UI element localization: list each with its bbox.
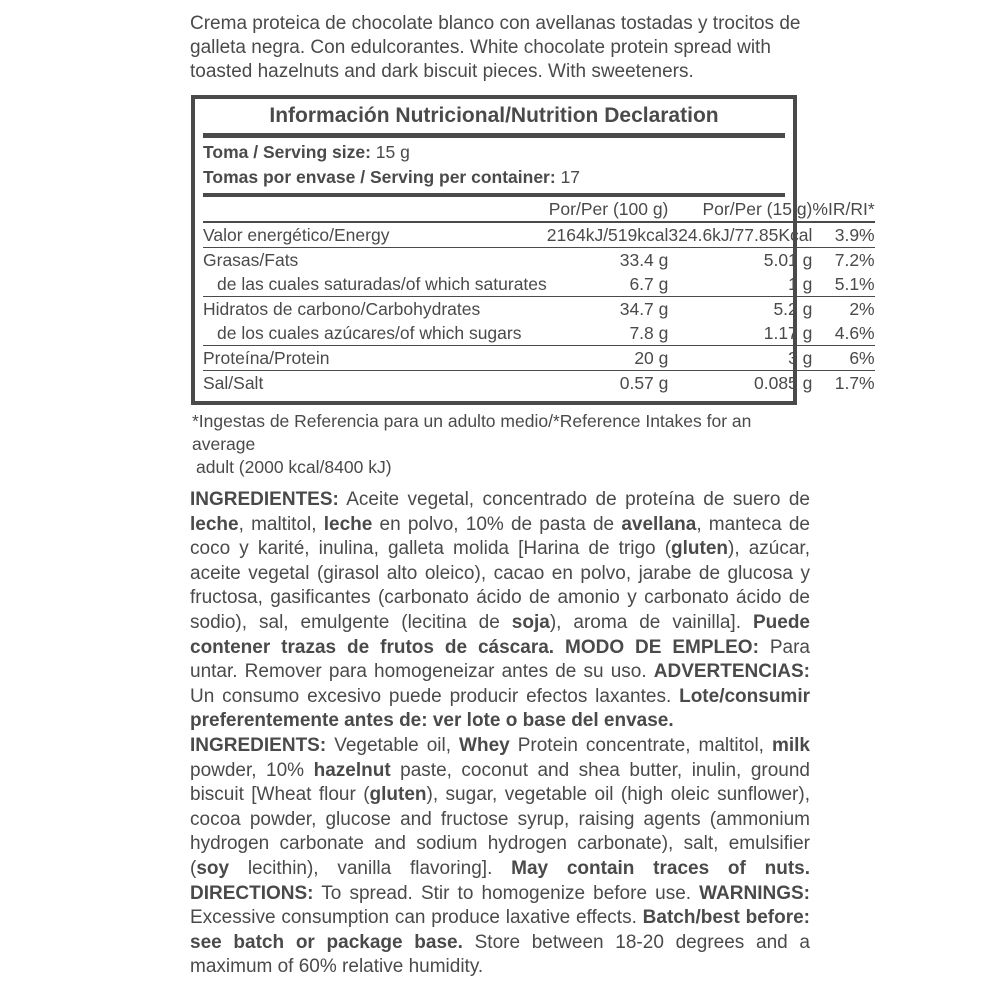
warnings-label: WARNINGS: xyxy=(699,882,810,904)
value-per-100g: 7.8 g xyxy=(629,323,669,343)
value-per-serving: 0.085 g xyxy=(668,371,812,396)
ingredients-english: INGREDIENTS: Vegetable oil, Whey Protein concentrate, maltitol, milk powder, 10% hazelnut paste, coconut and shea butter, inulin, ground biscuit [Wheat flour (gluten), sugar, vegetable oil (high oleic sunflower), cocoa powder, glucose and fructose syrup, raising agents (ammonium hydrogen carbonate and sodium hydrogen carbonate), salt, emulsifier (soy lecithin), vanilla flavoring]. May contain traces of nuts. DIRECTIONS: To spread. Stir to homogenize before use. WARNINGS: Excessive consumption can produce laxative effects. Batch/best before: see batch or package base. Store between 18-20 degrees and a maximum of 60% relative humidity. xyxy=(190,734,811,978)
allergen: soja xyxy=(511,611,550,633)
allergen: hazelnut xyxy=(313,759,391,781)
allergen: soy xyxy=(196,857,230,879)
nutrient-name: Grasas/Fats xyxy=(203,248,547,273)
footnote-line: *Ingestas de Referencia para un adulto medio/*Reference Intakes for an average xyxy=(192,411,752,454)
warnings-label: ADVERTENCIAS: xyxy=(653,661,810,683)
table-row xyxy=(203,297,875,322)
allergen: gluten xyxy=(671,538,729,560)
table-row xyxy=(203,272,875,297)
allergen: leche xyxy=(190,513,239,535)
value-ri: 2% xyxy=(812,297,874,322)
value-per-serving: 5.2 g xyxy=(668,297,812,322)
serving-size: Toma / Serving size: 15 g xyxy=(203,142,410,162)
nutrition-title: Información Nutricional/Nutrition Declaration xyxy=(203,103,785,138)
label-content xyxy=(190,12,875,980)
servings-per-container: Tomas por envase / Serving per container: 17 xyxy=(203,167,581,187)
nutrient-name: Hidratos de carbono/Carbohydrates xyxy=(203,297,547,322)
directions-label: DIRECTIONS: xyxy=(190,882,314,904)
nutrient-name: de los cuales azúcares/of which sugars xyxy=(217,323,522,343)
value-per-serving: 5.01 g xyxy=(668,248,812,273)
value-per-100g: 34.7 g xyxy=(547,297,669,322)
serving-info xyxy=(203,138,785,193)
storage-info: Store between 18-20 degrees and a maximum of 60% relative humidity. xyxy=(190,931,810,978)
nutrient-name: Sal/Salt xyxy=(203,371,547,396)
allergen: Whey xyxy=(459,734,510,756)
col-per-serving: Por/Per (15 g) xyxy=(668,197,812,222)
value-per-100g: 20 g xyxy=(547,346,669,371)
nutrient-name: Proteína/Protein xyxy=(203,346,547,371)
value-ri: 7.2% xyxy=(812,248,874,273)
column-headers xyxy=(203,197,875,222)
nutrient-name: Valor energético/Energy xyxy=(203,222,547,248)
reference-intakes-footnote xyxy=(190,410,810,479)
col-per-100g: Por/Per (100 g) xyxy=(547,197,669,222)
value-per-100g: 6.7 g xyxy=(629,274,669,294)
table-row xyxy=(203,222,875,248)
value-per-100g: 2164kJ/519kcal xyxy=(547,222,669,248)
value-ri: 4.6% xyxy=(834,323,875,343)
product-description: Crema proteica de chocolate blanco con avellanas tostadas y trocitos de galleta negra. Con edulcorantes. White chocolate protein spread with toasted hazelnuts and dark biscuit pieces. With sweeteners. xyxy=(190,13,801,82)
batch-info: Batch/best before: see batch or package base. xyxy=(190,907,810,953)
table-row xyxy=(203,346,875,371)
value-per-100g: 33.4 g xyxy=(547,248,669,273)
allergen: avellana xyxy=(621,513,697,535)
ingredients-label: INGREDIENTS: xyxy=(190,734,327,756)
value-per-serving: 1.17 g xyxy=(763,323,813,343)
value-per-100g: 0.57 g xyxy=(547,371,669,396)
table-row xyxy=(203,248,875,273)
traces-warning: Puede contener trazas de frutos de cáscara. xyxy=(190,611,810,658)
nutrient-name: de las cuales saturadas/of which saturates xyxy=(217,274,547,294)
col-ri: %IR/RI* xyxy=(812,197,874,222)
traces-warning: May contain traces of nuts. xyxy=(511,857,810,879)
value-ri: 3.9% xyxy=(812,222,874,248)
value-ri: 6% xyxy=(812,346,874,371)
value-ri: 1.7% xyxy=(812,371,874,396)
value-per-serving: 3 g xyxy=(668,346,812,371)
value-per-serving: 324.6kJ/77.85Kcal xyxy=(668,222,812,248)
value-per-serving: 1 g xyxy=(788,274,813,294)
table-row xyxy=(203,371,875,396)
table-row xyxy=(203,321,875,346)
batch-info: Lote/consumir preferentemente antes de: ver lote o base del envase. xyxy=(190,685,810,732)
usage-label: MODO DE EMPLEO: xyxy=(554,636,759,658)
ingredients-spanish: INGREDIENTES: Aceite vegetal, concentrado de proteína de suero de leche, maltitol, leche en polvo, 10% de pasta de avellana, manteca de coco y karité, inulina, galleta molida [Harina de trigo (gluten), azúcar, aceite vegetal (girasol alto oleico), cacao en polvo, jarabe de glucosa y fructosa, gasificantes (carbonato ácido de amonio y carbonato ácido de sodio), sal, emulgente (lecitina de soja), aroma de vainilla]. Puede contener trazas de frutos de cáscara. MODO DE EMPLEO: Para untar. Remover para homogeneizar antes de su uso. ADVERTENCIAS: Un consumo excesivo puede producir efectos laxantes. Lote/consumir preferentemente antes de: ver lote o base del envase. xyxy=(190,489,810,732)
nutrition-values xyxy=(203,197,875,395)
value-ri: 5.1% xyxy=(834,274,875,294)
allergen: milk xyxy=(771,734,811,756)
allergen: gluten xyxy=(369,784,427,806)
allergen: leche xyxy=(323,513,373,535)
ingredients-label: INGREDIENTES: xyxy=(190,489,339,510)
nutrition-table xyxy=(191,95,875,405)
footnote-line: adult (2000 kcal/8400 kJ) xyxy=(196,457,392,477)
